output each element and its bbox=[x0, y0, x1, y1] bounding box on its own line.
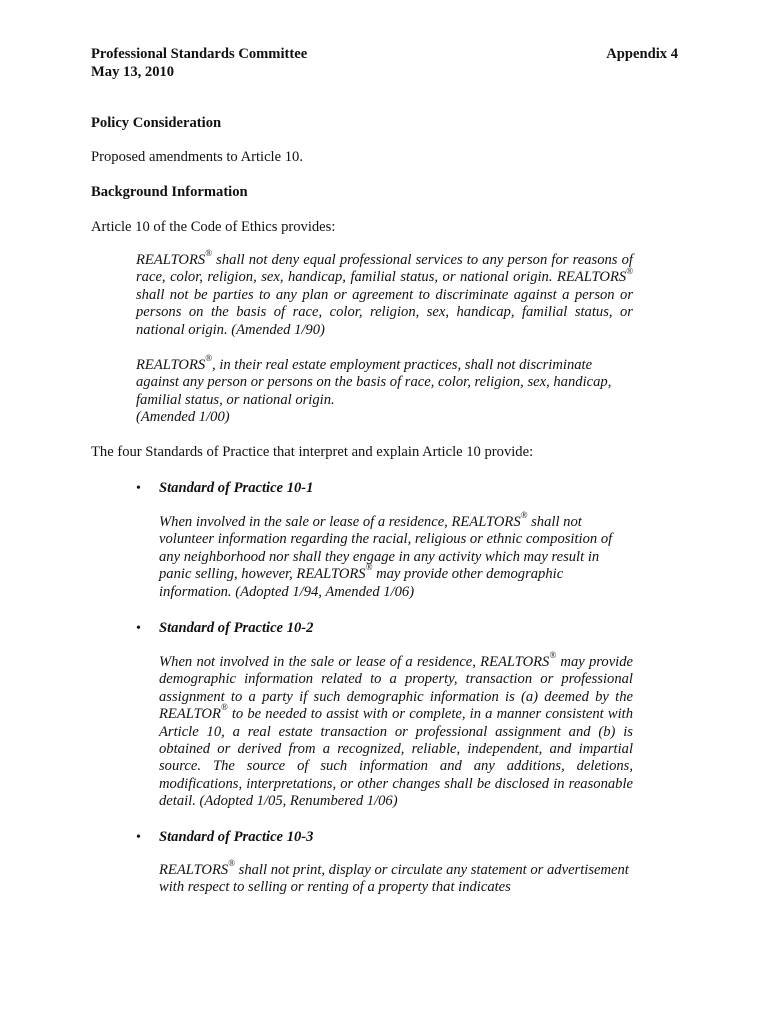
bullet-icon: • bbox=[136, 621, 141, 636]
sop-10-3-title: Standard of Practice 10-3 bbox=[159, 829, 314, 845]
bullet-icon: • bbox=[136, 830, 141, 845]
sop-10-1-title: Standard of Practice 10-1 bbox=[159, 480, 314, 496]
sop-10-3-text: REALTORS® shall not print, display or circulate any statement or advertisement with respect to selling or renting of a property that indicates bbox=[159, 858, 629, 896]
article10-paragraph-1: REALTORS® shall not deny equal professional services to any person for reasons of race, color, religion, sex, handicap, familial status, or national origin. REALTORS® shall not be parties to any plan or agreement to discriminate against a person or persons on the basis of race, color, religion, sex, handicap, familial status, or national origin. (Amended 1/90) bbox=[136, 248, 633, 338]
policy-heading: Policy Consideration bbox=[91, 115, 222, 131]
meeting-date: May 13, 2010 bbox=[91, 64, 175, 80]
committee-name: Professional Standards Committee bbox=[91, 46, 308, 62]
appendix-label: Appendix 4 bbox=[606, 46, 678, 62]
policy-text: Proposed amendments to Article 10. bbox=[91, 149, 303, 165]
background-heading: Background Information bbox=[91, 184, 248, 200]
sop-intro: The four Standards of Practice that interpret and explain Article 10 provide: bbox=[91, 444, 534, 460]
sop-10-2-text: When not involved in the sale or lease of a residence, REALTORS® may provide demographic information related to a property, transaction or professional assignment to a party if such demographic information is (a) deemed by the REALTOR® to be needed to assist with or complete, in a manner consistent with Article 10, a real estate transaction or professional assignment and (b) is obtained or derived from a recognized, reliable, independent, and impartial source. The source of such information and any additions, deletions, modifications, interpretations, or other changes shall be disclosed in reasonable detail. (Adopted 1/05, Renumbered 1/06) bbox=[159, 650, 633, 810]
bullet-icon: • bbox=[136, 481, 141, 496]
article10-paragraph-2: REALTORS®, in their real estate employment practices, shall not discriminate against any person or persons on the basis of race, color, religion, sex, handicap, familial status, or national origin. (Amended 1/00) bbox=[136, 353, 612, 426]
sop-10-1-text: When involved in the sale or lease of a residence, REALTORS® shall not volunteer information regarding the racial, religious or ethnic composition of any neighborhood nor shall they engage in any activity which may result in panic selling, however, REALTORS® may provide other demographic information. (Adopted 1/94, Amended 1/06) bbox=[159, 510, 613, 600]
background-intro: Article 10 of the Code of Ethics provides: bbox=[91, 219, 336, 235]
sop-10-2-title: Standard of Practice 10-2 bbox=[159, 620, 314, 636]
